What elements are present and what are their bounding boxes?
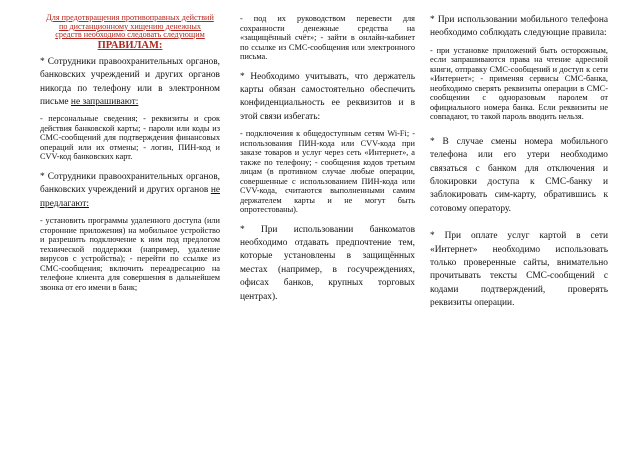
mobile-phone-rules-paragraph: * При использовании мобильного телефона необходимо соблюдать следующие правила: xyxy=(430,15,608,39)
never-offer-list: - установить программы удаленного доступа (или сторонние приложения) на мобильное устройство и разрешить подключение к ним под предлогом технической поддержки (например, удаление вирусов с устройства); - перейти по ссылке из СМС-сообщения; включить переадресацию на телефоне клиента для совершения в дальнейшем звонка от его имени в банк; xyxy=(40,216,220,292)
never-request-list: - персональные сведения; - реквизиты и срок действия банковской карты; - пароли или коды из СМС-сообщений для подтверждения финансовых операций или их отмены; - логин, ПИН-код и CVV-код банковских карт. xyxy=(40,114,220,162)
officials-never-offer-text: * Сотрудники правоохранительных органов, банковских учреждений и других органов xyxy=(40,171,220,196)
rules-heading: ПРАВИЛАМ: xyxy=(97,39,163,51)
atm-usage-paragraph: * При использовании банкоматов необходимо отдавать предпочтение тем, которые установлены в защищённых местах (например, в госучреждениях, офисах банков, крупных торговых центрах). xyxy=(240,224,415,302)
column-2 xyxy=(240,14,415,304)
officials-never-request-paragraph xyxy=(40,56,220,110)
never-request-underlined: не запрашивают: xyxy=(70,97,139,107)
cardholder-avoid-list: - подключения к общедоступным сетям Wi-Fi; - использования ПИН-кода или CVV-кода при заказе товаров и услуг через сеть «Интернет», а также по телефону; - сообщения кодов третьим лицам (в противном случае любые операции, совершенные с использованием ПИН-кода или CVV-кода, считаются выполненными самим держателем карты и не могут быть опротестованы). xyxy=(240,129,415,215)
never-offer-underlined: не предлагают: xyxy=(40,185,220,209)
phone-number-change-paragraph: * В случае смены номера мобильного телефона или его утери необходимо связаться с банком для отключения и блокировки доступа к СМС-банку и заблокировать сим-карту, обратившись к сотовому оператору. xyxy=(430,136,608,214)
cardholder-duty-paragraph: * Необходимо учитывать, что держатель карты обязан самостоятельно обеспечить конфиденциальность ее реквизитов и в этой связи избегать: xyxy=(240,71,415,122)
mobile-phone-rules-list: - при установке приложений быть осторожным, если запрашиваются права на чтение адресной книги, отправку СМС-сообщений и доступ к сети «Интернет»; - применяя сервисы СМС-банка, необходимо сверять реквизиты операции в СМС-сообщении с одноразовым паролем от официального номера банка. Если реквизиты не совпадают, то такой пароль вводить нельзя. xyxy=(430,45,608,122)
officials-never-request-text: * Сотрудники правоохранительных органов, банковских учреждений и других органов никогда по телефону или в электронном письме xyxy=(40,56,220,107)
column-1 xyxy=(40,14,220,292)
column-3 xyxy=(430,14,608,311)
never-offer-list-continued: - под их руководством перевести для сохранности денежные средства на «защищённый счёт»; - зайти в онлайн-кабинет по ссылке из СМС-сообщения или электронного письма. xyxy=(240,14,415,61)
officials-never-offer-paragraph xyxy=(40,171,220,211)
rules-intro-title: Для предотвращения противоправных действий по дистанционному хищению денежных средств необходимо следовать следующим xyxy=(46,13,214,40)
online-payment-paragraph: * При оплате услуг картой в сети «Интернет» необходимо использовать только проверенные сайты, внимательно прочитывать тексты СМС-сообщений с кодами подтверждений, проверять реквизиты операции. xyxy=(430,231,608,309)
